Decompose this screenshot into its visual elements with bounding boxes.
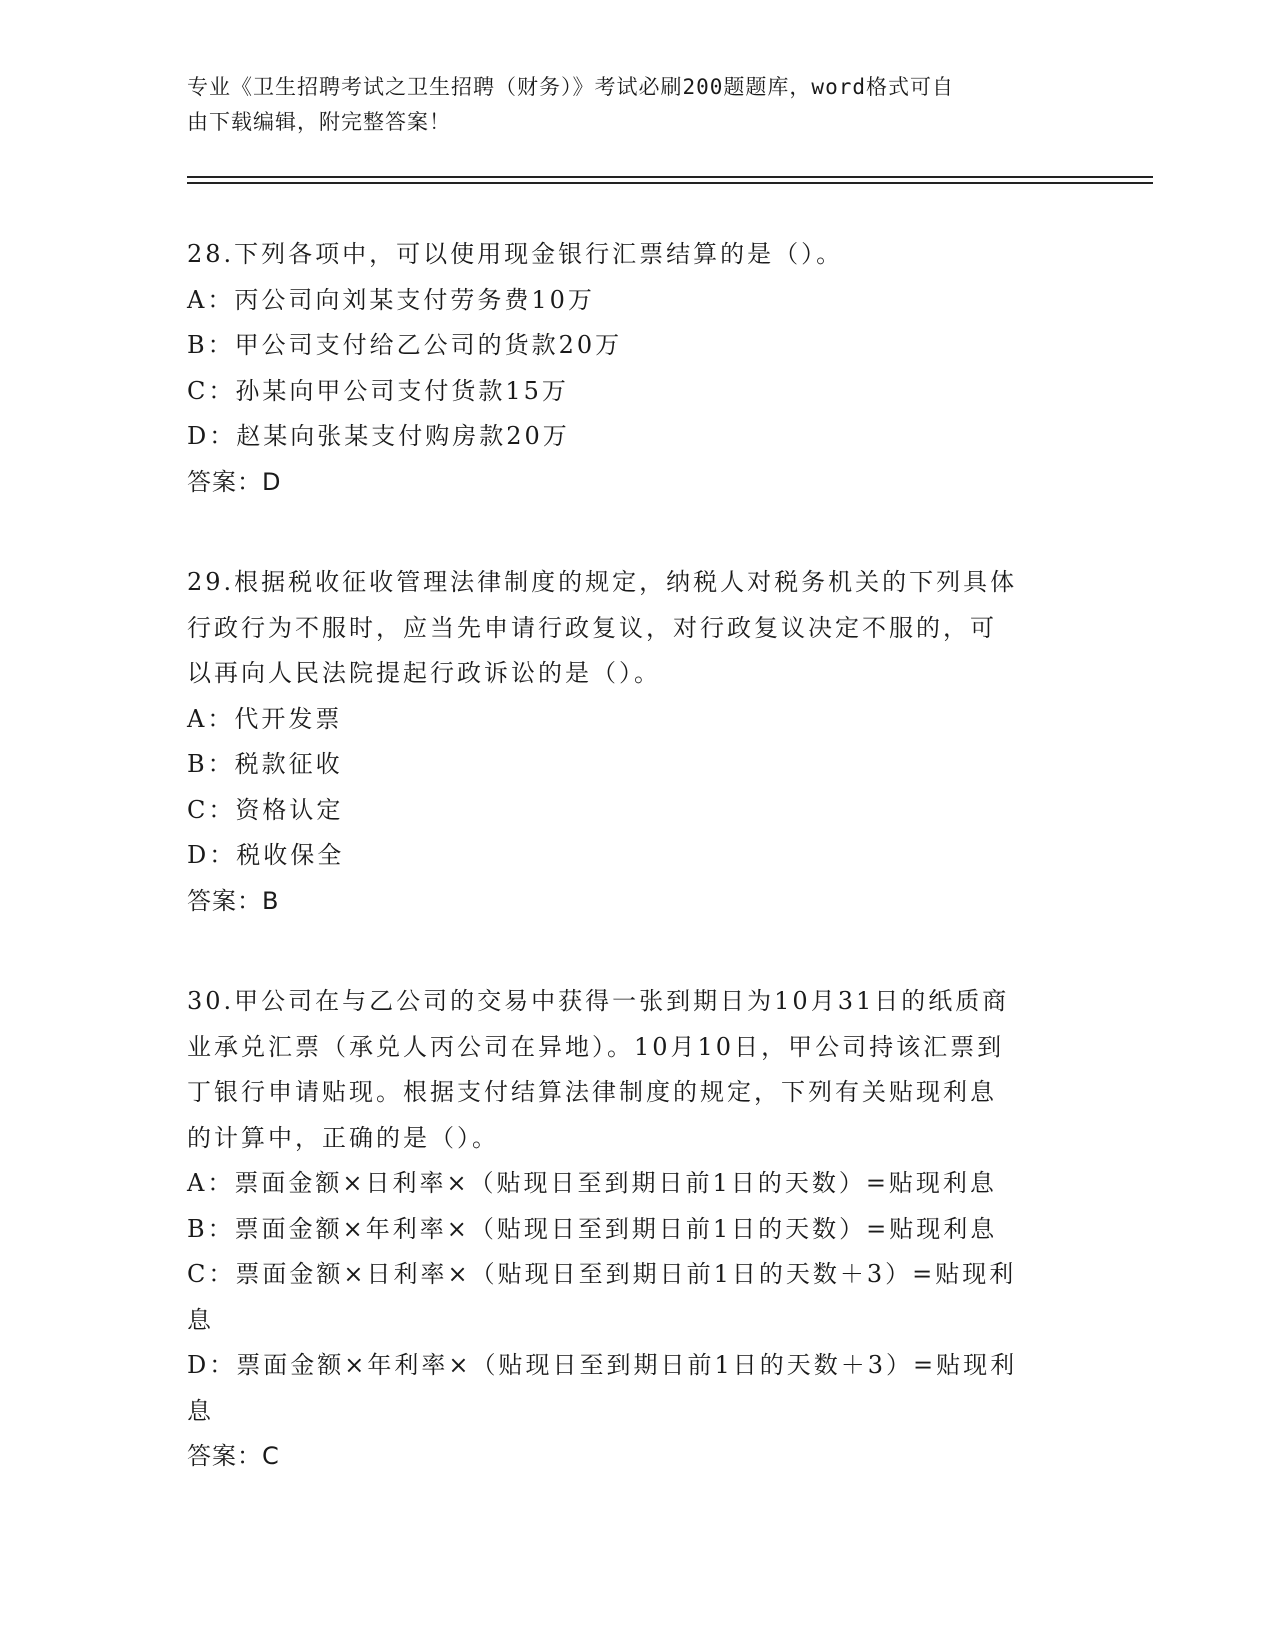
document-header [187,70,1067,140]
option-c: C：资格认定 [187,795,344,824]
question-list [187,232,1087,1535]
option-b: B：票面金额×年利率×（贴现日至到期日前1日的天数）=贴现利息 [187,1214,998,1243]
question-stem-line: 行政行为不服时，应当先申请行政复议，对行政复议决定不服的，可 [187,613,997,642]
option-d: D：票面金额×年利率×（贴现日至到期日前1日的天数＋3）=贴现利 [187,1351,1018,1379]
question-stem-line: 30.甲公司在与乙公司的交易中获得一张到期日为10月31日的纸质商 [187,987,1010,1015]
header-line-1: 专业《卫生招聘考试之卫生招聘（财务）》考试必刷200题题库，word格式可自 [187,75,954,99]
question-30 [187,979,1087,1480]
option-a: A：丙公司向刘某支付劳务费10万 [187,285,595,314]
question-stem-line: 业承兑汇票（承兑人丙公司在异地）。10月10日，甲公司持该汇票到 [187,1032,1005,1061]
question-stem-line: 以再向人民法院提起行政诉讼的是（）。 [187,659,661,687]
header-divider-bottom [187,182,1153,184]
question-stem-line: 的计算中，正确的是（）。 [187,1123,499,1152]
option-a: A：代开发票 [187,704,343,733]
answer-label: 答案：C [187,1442,280,1470]
answer-label: 答案：D [187,467,282,496]
question-29 [187,560,1087,924]
answer-label: 答案：B [187,886,280,915]
option-b: B：甲公司支付给乙公司的货款20万 [187,331,623,359]
option-c-continued: 息 [187,1305,214,1334]
option-c: C：孙某向甲公司支付货款15万 [187,376,569,405]
option-d-continued: 息 [187,1396,214,1425]
question-stem-line: 丁银行申请贴现。根据支付结算法律制度的规定，下列有关贴现利息 [187,1078,997,1106]
header-divider-top [187,176,1153,178]
option-a: A：票面金额×日利率×（贴现日至到期日前1日的天数）=贴现利息 [187,1169,997,1197]
option-d: D：税收保全 [187,841,345,869]
option-d: D：赵某向张某支付购房款20万 [187,422,570,450]
question-stem-line: 28.下列各项中，可以使用现金银行汇票结算的是（）。 [187,240,844,268]
header-line-2: 由下载编辑，附完整答案！ [187,110,451,134]
question-28 [187,232,1087,505]
option-b: B：税款征收 [187,750,343,778]
option-c: C：票面金额×日利率×（贴现日至到期日前1日的天数＋3）=贴现利 [187,1260,1017,1288]
question-stem-line: 29.根据税收征收管理法律制度的规定，纳税人对税务机关的下列具体 [187,568,1018,596]
